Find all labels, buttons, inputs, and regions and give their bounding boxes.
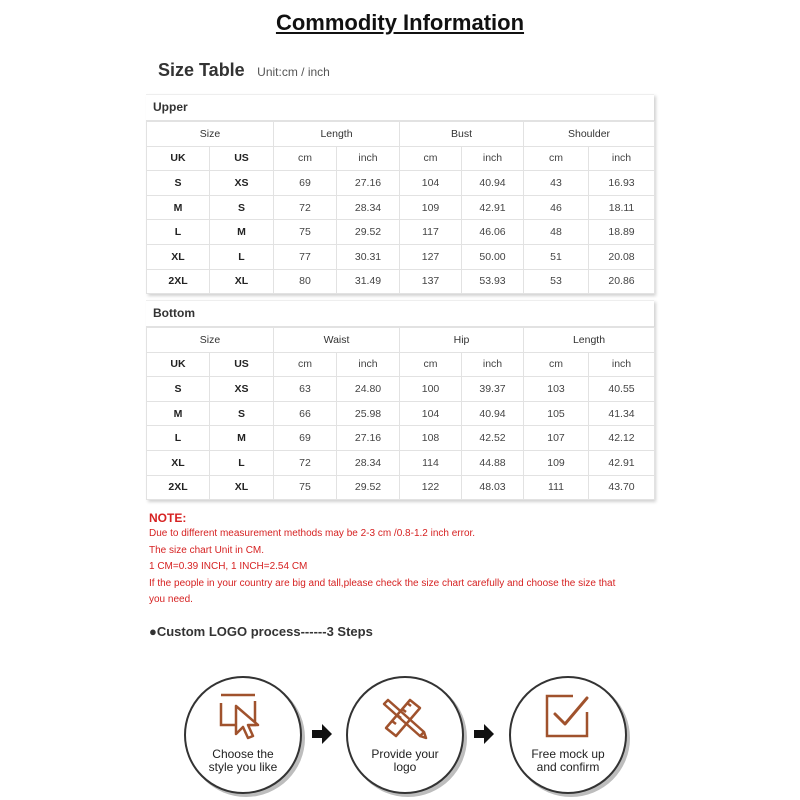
- table-cell: 75: [274, 220, 337, 245]
- sub-header: cm: [400, 352, 462, 377]
- table-row: [147, 171, 655, 196]
- table-cell: 28.34: [337, 450, 400, 475]
- table-cell: M: [210, 426, 274, 451]
- step-label-line: style you like: [208, 760, 278, 774]
- table-row: [147, 426, 655, 451]
- step-label: [186, 748, 300, 774]
- table-cell: 30.31: [337, 244, 400, 269]
- table-cell: XL: [210, 269, 274, 294]
- group-header: Bust: [400, 122, 524, 147]
- table-cell: 108: [400, 426, 462, 451]
- step-label-line: and confirm: [536, 760, 600, 774]
- table-cell: 69: [274, 171, 337, 196]
- table-cell: 53.93: [462, 269, 524, 294]
- page-title: Commodity Information: [275, 10, 525, 35]
- upper-group-header: [147, 122, 655, 147]
- table-cell: 80: [274, 269, 337, 294]
- bottom-table-grid: [146, 327, 655, 500]
- table-cell: 109: [524, 450, 589, 475]
- table-cell: 122: [400, 475, 462, 500]
- table-cell: S: [210, 401, 274, 426]
- table-cell: 28.34: [337, 195, 400, 220]
- table-row: [147, 244, 655, 269]
- note-line: The size chart Unit in CM.: [149, 544, 265, 556]
- table-cell: 111: [524, 475, 589, 500]
- table-cell: 103: [524, 377, 589, 402]
- bottom-size-table: [146, 300, 654, 500]
- table-cell: 51: [524, 244, 589, 269]
- table-cell: 105: [524, 401, 589, 426]
- bottom-group-header: [147, 328, 655, 353]
- table-cell: 104: [400, 401, 462, 426]
- table-cell: 29.52: [337, 220, 400, 245]
- table-row: [147, 401, 655, 426]
- table-row: [147, 195, 655, 220]
- table-cell: 117: [400, 220, 462, 245]
- sub-header: inch: [337, 146, 400, 171]
- table-cell: 53: [524, 269, 589, 294]
- step-label-line: logo: [393, 760, 417, 774]
- step-label: [348, 748, 462, 774]
- sub-header: inch: [462, 146, 524, 171]
- table-row: [147, 220, 655, 245]
- table-cell: 75: [274, 475, 337, 500]
- table-row: [147, 269, 655, 294]
- table-cell: 2XL: [147, 475, 210, 500]
- group-header: Length: [524, 328, 655, 353]
- process-title: ●Custom LOGO process------3 Steps: [149, 624, 373, 639]
- table-cell: 25.98: [337, 401, 400, 426]
- sub-header: UK: [147, 146, 210, 171]
- sub-header: cm: [400, 146, 462, 171]
- step-label: [511, 748, 625, 774]
- sub-header: cm: [524, 146, 589, 171]
- table-cell: 50.00: [462, 244, 524, 269]
- table-row: [147, 377, 655, 402]
- table-cell: 48.03: [462, 475, 524, 500]
- table-cell: 127: [400, 244, 462, 269]
- table-cell: 137: [400, 269, 462, 294]
- table-cell: S: [147, 377, 210, 402]
- table-cell: 72: [274, 195, 337, 220]
- size-table-heading: [158, 60, 330, 81]
- upper-table-caption: Upper: [146, 94, 654, 121]
- group-header: Shoulder: [524, 122, 655, 147]
- sub-header: US: [210, 352, 274, 377]
- note-line: you need.: [149, 594, 193, 605]
- group-header: Size: [147, 328, 274, 353]
- sub-header: cm: [524, 352, 589, 377]
- table-cell: 40.94: [462, 401, 524, 426]
- table-cell: 107: [524, 426, 589, 451]
- sub-header: inch: [337, 352, 400, 377]
- bottom-sub-header: [147, 352, 655, 377]
- table-cell: S: [147, 171, 210, 196]
- table-cell: 109: [400, 195, 462, 220]
- sub-header: cm: [274, 146, 337, 171]
- table-cell: 16.93: [589, 171, 655, 196]
- table-cell: XS: [210, 171, 274, 196]
- table-row: [147, 450, 655, 475]
- table-cell: XL: [147, 244, 210, 269]
- note-line: If the people in your country are big and tall,please check the size chart carefully and choose the size that: [149, 577, 616, 589]
- table-cell: 46.06: [462, 220, 524, 245]
- table-cell: 69: [274, 426, 337, 451]
- table-cell: 104: [400, 171, 462, 196]
- sub-header: cm: [274, 352, 337, 377]
- bottom-table-caption: Bottom: [146, 300, 654, 327]
- table-cell: L: [210, 244, 274, 269]
- table-cell: L: [147, 426, 210, 451]
- group-header: Size: [147, 122, 274, 147]
- table-cell: 42.12: [589, 426, 655, 451]
- table-cell: 27.16: [337, 426, 400, 451]
- table-cell: L: [147, 220, 210, 245]
- table-cell: 43: [524, 171, 589, 196]
- table-cell: XS: [210, 377, 274, 402]
- sub-header: inch: [462, 352, 524, 377]
- checkbox-icon: [543, 692, 593, 742]
- table-cell: 66: [274, 401, 337, 426]
- size-table-title: Size Table: [158, 60, 245, 80]
- note-heading: NOTE:: [149, 511, 187, 525]
- sub-header: UK: [147, 352, 210, 377]
- table-cell: 24.80: [337, 377, 400, 402]
- step-provide-logo: [346, 676, 464, 794]
- table-cell: M: [210, 220, 274, 245]
- step-choose-style: [184, 676, 302, 794]
- group-header: Hip: [400, 328, 524, 353]
- table-cell: 48: [524, 220, 589, 245]
- pencil-ruler-icon: [380, 692, 430, 742]
- table-cell: 39.37: [462, 377, 524, 402]
- step-label-line: Free mock up: [531, 747, 605, 761]
- table-cell: 42.91: [462, 195, 524, 220]
- table-cell: 40.94: [462, 171, 524, 196]
- group-header: Waist: [274, 328, 400, 353]
- cursor-select-icon: [218, 692, 268, 742]
- table-cell: M: [147, 401, 210, 426]
- table-cell: 46: [524, 195, 589, 220]
- table-cell: L: [210, 450, 274, 475]
- upper-table-grid: [146, 121, 655, 294]
- table-cell: 18.11: [589, 195, 655, 220]
- sub-header: inch: [589, 352, 655, 377]
- step-label-line: Provide your: [371, 747, 439, 761]
- note-line: 1 CM=0.39 INCH, 1 INCH=2.54 CM: [149, 561, 308, 572]
- table-cell: 72: [274, 450, 337, 475]
- step-label-line: Choose the: [212, 747, 274, 761]
- sub-header: inch: [589, 146, 655, 171]
- table-cell: 77: [274, 244, 337, 269]
- table-cell: S: [210, 195, 274, 220]
- upper-sub-header: [147, 146, 655, 171]
- table-cell: 27.16: [337, 171, 400, 196]
- table-cell: 42.91: [589, 450, 655, 475]
- table-cell: 63: [274, 377, 337, 402]
- table-cell: M: [147, 195, 210, 220]
- arrow-right-icon: [473, 723, 495, 745]
- size-table-unit: Unit:cm / inch: [257, 65, 330, 79]
- table-cell: 42.52: [462, 426, 524, 451]
- table-row: [147, 475, 655, 500]
- upper-size-table: [146, 94, 654, 294]
- table-cell: 18.89: [589, 220, 655, 245]
- table-cell: 20.08: [589, 244, 655, 269]
- table-cell: XL: [147, 450, 210, 475]
- note-block: [149, 510, 659, 609]
- table-cell: 41.34: [589, 401, 655, 426]
- table-cell: 29.52: [337, 475, 400, 500]
- table-cell: 31.49: [337, 269, 400, 294]
- table-cell: 114: [400, 450, 462, 475]
- step-mock-up: [509, 676, 627, 794]
- table-cell: 2XL: [147, 269, 210, 294]
- table-cell: 44.88: [462, 450, 524, 475]
- group-header: Length: [274, 122, 400, 147]
- table-cell: 40.55: [589, 377, 655, 402]
- note-line: Due to different measurement methods may be 2-3 cm /0.8-1.2 inch error.: [149, 528, 476, 539]
- sub-header: US: [210, 146, 274, 171]
- table-cell: XL: [210, 475, 274, 500]
- table-cell: 100: [400, 377, 462, 402]
- table-cell: 20.86: [589, 269, 655, 294]
- table-cell: 43.70: [589, 475, 655, 500]
- arrow-right-icon: [311, 723, 333, 745]
